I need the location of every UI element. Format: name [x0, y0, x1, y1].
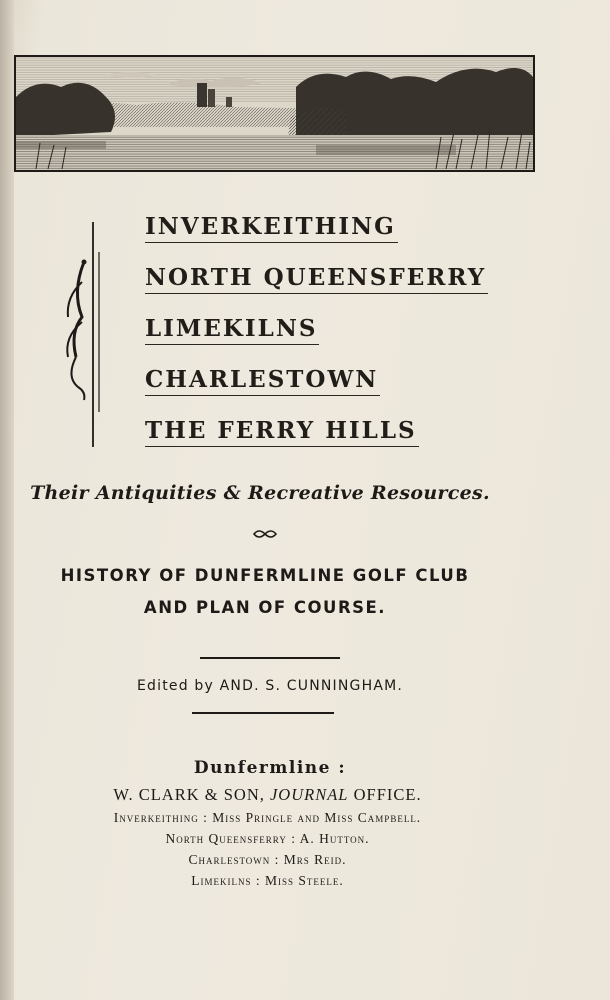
subtitle: Their Antiquities & Recreative Resources.	[30, 482, 490, 504]
title-north-queensferry: NORTH QUEENSFERRY	[145, 263, 488, 294]
publisher	[0, 785, 535, 805]
history-heading	[0, 560, 530, 624]
title-ferry-hills: THE FERRY HILLS	[145, 416, 419, 447]
agents-list	[0, 807, 535, 891]
title-list	[145, 212, 488, 467]
editor-credit: Edited by AND. S. CUNNINGHAM.	[136, 678, 404, 694]
publisher-name: W. CLARK & SON,	[113, 785, 265, 804]
publication-place: Dunfermline :	[193, 758, 347, 778]
agent-inverkeithing: Inverkeithing : Miss Pringle and Miss Campbell.	[113, 810, 422, 825]
landscape-engraving	[14, 55, 535, 172]
agent-limekilns: Limekilns : Miss Steele.	[191, 873, 344, 888]
divider-bottom	[192, 712, 334, 714]
title-inverkeithing: INVERKEITHING	[145, 212, 398, 243]
history-line-2: AND PLAN OF COURSE.	[143, 598, 387, 617]
publisher-office: OFFICE.	[353, 785, 422, 804]
leaf-ornament-icon	[62, 222, 102, 452]
publisher-journal: JOURNAL	[269, 785, 349, 804]
history-line-1: HISTORY OF DUNFERMLINE GOLF CLUB	[60, 566, 470, 585]
agent-charlestown: Charlestown : Mrs Reid.	[188, 852, 347, 867]
divider-top	[200, 657, 340, 659]
title-limekilns: LIMEKILNS	[145, 314, 319, 345]
flourish-icon	[252, 527, 278, 541]
title-charlestown: CHARLESTOWN	[145, 365, 380, 396]
agent-north-queensferry: North Queensferry : A. Hutton.	[165, 831, 370, 846]
